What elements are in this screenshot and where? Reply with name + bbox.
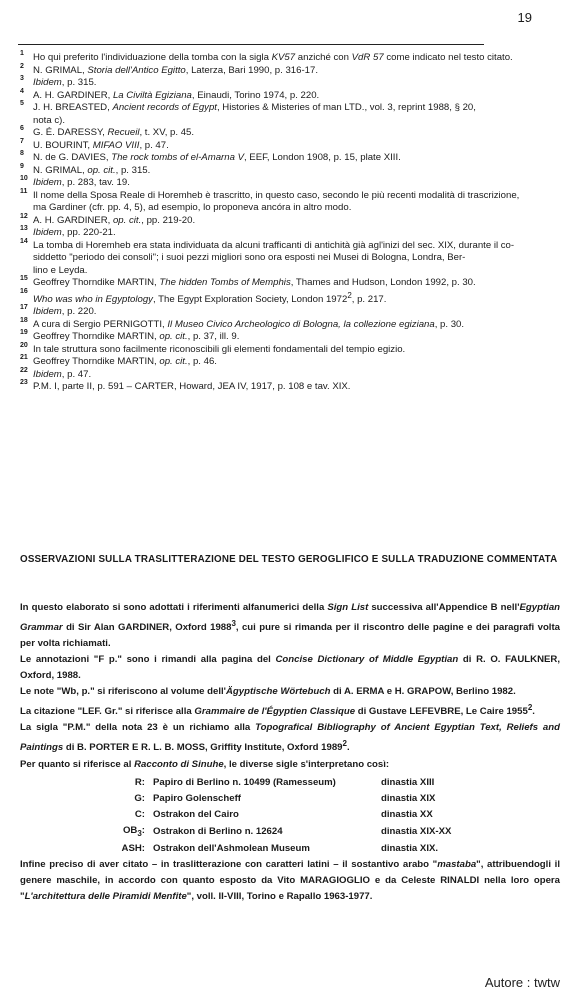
footnote	[20, 52, 540, 65]
body-paragraph: Le annotazioni "F p." sono i rimandi alla pagina del Concise Dictionary of Middle Egyptian di R. O. FAULKNER, Oxford, 1988.	[20, 654, 560, 682]
body-paragraph: Per quanto si riferisce al Racconto di Sinuhe, le diverse sigle s'interpretano così:	[20, 758, 390, 770]
footnote-text: Geoffrey Thorndike MARTIN, op. cit., p. 46.	[33, 356, 217, 368]
author-credit: Autore : twtw	[484, 975, 560, 990]
footnote-number: 8	[20, 150, 24, 157]
footnote-text: U. BOURINT, MIFAO VIII, p. 47.	[33, 139, 169, 151]
footnote-number: 4	[20, 87, 24, 95]
sigla-dynasty: dinastia XIII	[381, 776, 435, 788]
footnote-text: G. É. DARESSY, Recueil, t. XV, p. 45.	[33, 127, 195, 138]
footnote-text: Ho qui preferito l'individuazione della tomba con la sigla KV57 anziché con VdR 57 come indicato nel testo citato.	[33, 52, 513, 63]
footnote-rule	[18, 44, 484, 45]
sigla-code: ASH:	[121, 843, 145, 855]
footnote-number: 9	[20, 162, 24, 170]
footnote-text: Ibidem, p. 283, tav. 19.	[33, 177, 130, 188]
footnote-number: 2	[20, 62, 24, 70]
sigla-row	[20, 841, 560, 857]
footnote	[20, 381, 540, 394]
footnote-number: 15	[20, 275, 28, 282]
page-number: 19	[517, 10, 532, 25]
footnote-number: 19	[20, 329, 28, 337]
footnote-text: P.M. I, parte II, p. 591 – CARTER, Howard, JEA IV, 1917, p. 108 e tav. XIX.	[33, 381, 351, 393]
footnote	[20, 331, 540, 344]
footnote-number: 12	[20, 212, 28, 220]
footnote-text: Ibidem, p. 220.	[33, 306, 97, 318]
sigla-code: R:	[134, 776, 145, 788]
footnote	[20, 212, 540, 228]
footnote-number: 23	[20, 379, 28, 387]
footnote-text: N. GRIMAL, op. cit., p. 315.	[33, 164, 151, 176]
sigle-table	[20, 775, 560, 858]
sigla-name: Ostrakon di Berlino n. 12624	[153, 826, 283, 838]
footnote	[20, 62, 540, 78]
footnote-text: Ibidem, p. 315.	[33, 77, 97, 88]
footnote	[20, 316, 540, 332]
footnote-number: 1	[20, 50, 24, 57]
footnote-number: 21	[20, 354, 28, 362]
footnote-text: Ibidem, pp. 220-21.	[33, 227, 116, 238]
footnotes	[20, 52, 540, 394]
footnote	[20, 177, 540, 190]
footnote-number: 16	[20, 287, 28, 295]
sigla-dynasty: dinastia XIX	[381, 792, 436, 804]
footnote	[20, 237, 540, 278]
footnote	[20, 366, 540, 382]
footnote-text: In tale struttura sono facilmente riconoscibili gli elementi fondamentali del tempio egizio.	[33, 343, 406, 355]
footnote-text: Il nome della Sposa Reale di Horemheb è trascritto, in questo caso, secondo le più recenti modalità di trascrizione, ma Gardiner (cfr. pp. 4, 5), ad esempio, lo proponeva ancóra in altro modo.	[33, 189, 520, 213]
sigla-dynasty: dinastia XIX.	[381, 843, 439, 855]
footnote	[20, 102, 540, 127]
footnote	[20, 287, 540, 307]
footnote-number: 11	[20, 187, 28, 195]
body-paragraph: In questo elaborato si sono adottati i riferimenti alfanumerici della Sign List successiva all'Appendice B nell'Egyptian Grammar di Sir Alan GARDINER, Oxford 1988$^3$, cui pure si rimanda per il riscontro delle pagine e dei paragrafi volta per volta richiamati.	[20, 602, 561, 650]
sigla-row	[20, 775, 560, 791]
footnote	[20, 162, 540, 178]
sigla-code: $OB_3$:	[122, 824, 145, 838]
footnote-number: 10	[20, 175, 28, 182]
footnote-text: A. H. GARDINER, La Civiltà Egiziana, Einaudi, Torino 1974, p. 220.	[33, 89, 320, 101]
footnote	[20, 341, 540, 357]
footnote-number: 22	[20, 366, 28, 374]
footnote	[20, 356, 540, 369]
footnote	[20, 152, 540, 165]
sigla-code: G:	[134, 792, 145, 804]
footnote-text: Geoffrey Thorndike MARTIN, The hidden Tombs of Memphis, Thames and Hudson, London 1992, p. 30.	[33, 277, 476, 288]
footnote-number: 7	[20, 137, 24, 145]
footnote-number: 6	[20, 125, 24, 132]
footnote-number: 13	[20, 225, 28, 232]
footnote	[20, 227, 540, 240]
footnote	[20, 306, 540, 319]
sigla-name: Ostrakon del Cairo	[153, 808, 239, 820]
footnote	[20, 87, 540, 103]
footnote-text: Who was who in Egyptology, The Egypt Exploration Society, London 1972$^2$, p. 217.	[33, 290, 387, 305]
sigla-code: C:	[134, 808, 145, 820]
footnote-number: 5	[20, 100, 24, 107]
footnote-text: A. H. GARDINER, op. cit., pp. 219-20.	[33, 214, 196, 226]
sigla-name: Ostrakon dell'Ashmolean Museum	[153, 843, 310, 855]
footnote	[20, 137, 540, 153]
body-paragraph: La sigla "P.M." della nota 23 è un richiamo alla Topografical Bibliography of Ancient Egyptian Text, Reliefs and Paintings di B. PORTER E R. L. B. MOSS, Griffity Institute, Oxford 1989$^2$.	[20, 722, 560, 754]
footnote-text: N. de G. DAVIES, The rock tombs of el-Amarna V, EEF, London 1908, p. 15, plate XIII.	[33, 152, 401, 163]
footnote	[20, 127, 540, 140]
closing-paragraph: Infine preciso di aver citato – in traslitterazione con caratteri latini – il sostantivo arabo "mastaba", attribuendogli il genere maschile, in accordo con quanto esposto da Vito MARAGIOGLIO e da Celeste RINALDI nella loro opera "L'architettura delle Piramidi Menfite", voll. II-VIII, Torino e Rapallo 1963-1977.	[20, 859, 560, 903]
footnote-number: 3	[20, 75, 24, 82]
sigla-dynasty: dinastia XX	[381, 808, 433, 820]
sigla-row	[20, 807, 560, 823]
body-text	[20, 600, 560, 905]
sigla-dynasty: dinastia XIX-XX	[381, 826, 452, 838]
footnote	[20, 77, 540, 90]
footnote	[20, 187, 540, 215]
sigla-row	[20, 823, 560, 842]
sigla-name: Papiro di Berlino n. 10499 (Ramesseum)	[153, 776, 336, 788]
footnote-text: J. H. BREASTED, Ancient records of Egypt, Histories & Misteries of man LTD., vol. 3, reprint 1988, § 20, nota c).	[33, 102, 476, 126]
footnote-text: Ibidem, p. 47.	[33, 368, 92, 380]
footnote-text: Geoffrey Thorndike MARTIN, op. cit., p. 37, ill. 9.	[33, 331, 240, 343]
footnote-number: 14	[20, 237, 28, 245]
footnote-text: N. GRIMAL, Storia dell'Antico Egitto, Laterza, Bari 1990, p. 316-17.	[33, 64, 318, 76]
footnote-text: A cura di Sergio PERNIGOTTI, Il Museo Civico Archeologico di Bologna, la collezione egiziana, p. 30.	[33, 318, 465, 330]
footnote	[20, 277, 540, 290]
footnote-number: 18	[20, 316, 28, 324]
body-paragraph: La citazione "LEF. Gr." si riferisce alla Grammaire de l'Égyptien Classique di Gustave LEFEVBRE, Le Caire 1955$^2$.	[20, 703, 535, 718]
footnote-number: 20	[20, 341, 28, 349]
body-paragraph: Le note "Wb, p." si riferiscono al volume dell'Ägyptische Wörtebuch di A. ERMA e H. GRAPOW, Berlino 1982.	[20, 686, 516, 698]
section-title: OSSERVAZIONI SULLA TRASLITTERAZIONE DEL TESTO GEROGLIFICO E SULLA TRADUZIONE COMMENTATA	[20, 554, 558, 565]
footnote-number: 17	[20, 304, 28, 312]
sigla-name: Papiro Golenscheff	[153, 792, 241, 804]
sigla-row	[20, 791, 560, 807]
footnote-text: La tomba di Horemheb era stata individuata da alcuni trafficanti di antichità già agl'inizi del sec. XIX, durante il co- siddetto "periodo dei consoli"; i suoi pezzi migliori sono ora esposti nei Musei di Bologna, Londra, Ber- lino e Leyda.	[33, 239, 515, 276]
